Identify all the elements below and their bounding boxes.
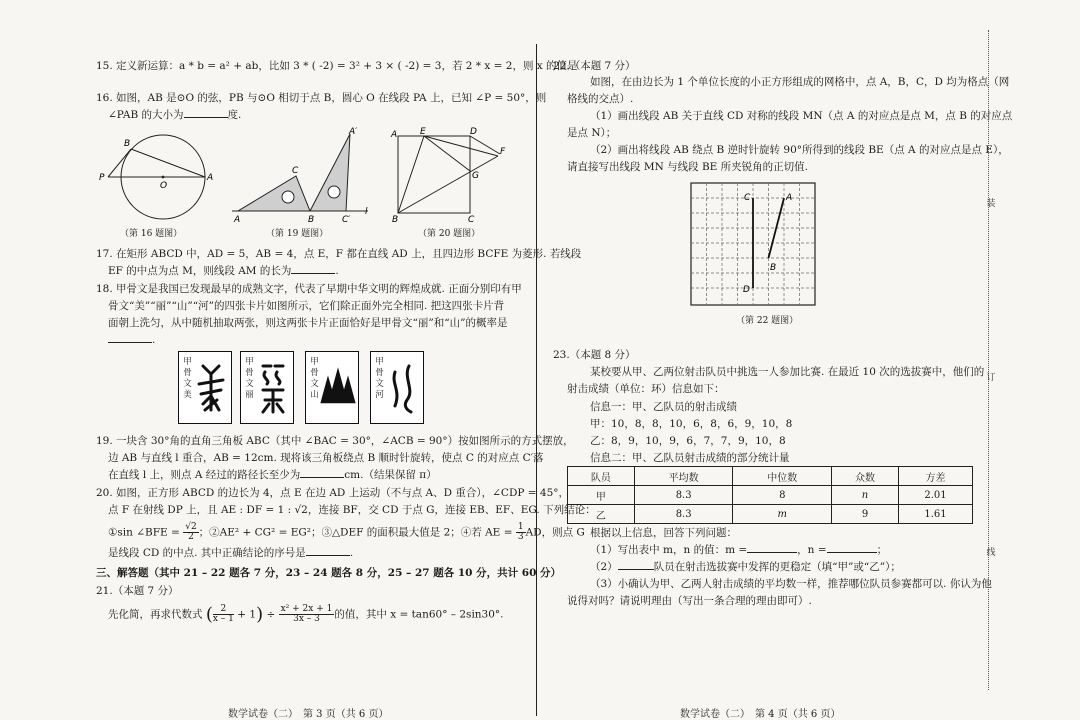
label-a: A <box>234 215 241 225</box>
square-abcd <box>398 136 470 213</box>
question-20-line4 <box>108 545 353 562</box>
question-22-line3: （1）画出线段 AB 关于直线 CD 对称的线段 MN（点 A 的对应点是点 M，点 B 的对应点 <box>590 110 1013 122</box>
table-row <box>568 486 973 505</box>
question-20-text: 是线段 CD 的中点. 其中正确结论的序号是 <box>108 547 306 559</box>
page-divider <box>536 44 537 716</box>
question-19-text: 在直线 l 上，则点 A 经过的路径长至少为 <box>108 469 301 481</box>
frac-num: √2 <box>185 522 197 532</box>
chord-ab <box>131 149 205 177</box>
label-l: l <box>365 207 368 217</box>
sub1-end: ； <box>876 544 888 556</box>
label-a: A <box>391 130 398 140</box>
header-cell: 方差 <box>898 467 972 486</box>
question-18-line3: 面朝上洗匀，从中随机抽取两张，则这两张卡片正面恰好是甲骨文“丽”和“山”的概率是 <box>108 317 508 329</box>
answer-blank-20[interactable] <box>306 545 350 556</box>
question-19-line3 <box>108 467 437 484</box>
segment-eg <box>424 136 470 171</box>
label-a: A <box>786 193 793 203</box>
conclusions-2-4: ；②AE² + CG² = EG²；③△DEF 的面积最大值是 2；④若 AE = <box>198 526 513 539</box>
label-g: G <box>472 171 479 181</box>
answer-blank-m[interactable] <box>747 542 797 553</box>
header-cell: 众数 <box>832 467 899 486</box>
sub1-text: （1）写出表中 m，n 的值：m = <box>590 544 748 556</box>
fraction-one-third <box>516 523 526 542</box>
table-row <box>568 505 973 524</box>
info-1: 信息一：甲、乙队员的射击成绩 <box>590 401 737 413</box>
sub-question-2 <box>590 559 901 576</box>
label-d: D <box>743 285 750 295</box>
question-18-line1: 18. 甲骨文是我国已发现最早的成熟文字，代表了早期中华文明的辉煌成就. 正面分别印有甲 <box>96 283 522 295</box>
q21-condition: 的值，其中 x = tan60° – 2sin30°. <box>334 608 504 621</box>
question-20-line3 <box>108 523 585 542</box>
answer-blank-18[interactable] <box>108 332 152 343</box>
caption-fig19: （第 19 题图） <box>266 229 329 239</box>
question-23-line1: 某校要从甲、乙两位射击队员中挑选一人参加比赛. 在最近 10 次的选拔赛中，他们的 <box>590 366 985 378</box>
answer-blank-n[interactable] <box>827 542 877 553</box>
sub2-prefix: （2） <box>590 561 618 573</box>
card-he <box>370 351 424 424</box>
table-cell: 2.01 <box>898 486 972 505</box>
question-17-end: . <box>335 265 339 277</box>
paren-open: ( <box>205 604 213 625</box>
figure-16 <box>96 128 226 228</box>
footer-page-3: 数学试卷（二） 第 3 页（共 6 页） <box>228 709 389 720</box>
question-22-head: 22.（本题 7 分） <box>553 60 636 72</box>
frac-num: x² + 2x + 1 <box>280 604 333 614</box>
footer-page-4: 数学试卷（二） 第 4 页（共 6 页） <box>680 709 841 720</box>
frac-num: 2 <box>213 605 234 615</box>
question-22-line4: 是点 N）； <box>567 127 617 139</box>
table-header-row <box>568 467 973 486</box>
card-label: 甲骨文河 <box>375 357 384 400</box>
question-22-line1: 如图，在由边长为 1 个单位长度的小正方形组成的网格中，点 A，B，C，D 均为格点（网 <box>590 76 1010 88</box>
sub1-n: ，n = <box>797 544 827 556</box>
triangle-abc <box>238 176 310 211</box>
frac-den: 3x – 3 <box>293 614 320 624</box>
info-2: 信息二：甲、乙队员射击成绩的部分统计量 <box>590 452 790 464</box>
question-18-line2: 骨文“美”“丽”“山”“河”的四张卡片如图所示，它们除正面外完全相同. 把这四张卡片背 <box>108 300 505 312</box>
question-17-line2 <box>108 263 339 280</box>
header-cell: 中位数 <box>733 467 832 486</box>
triangle-hole-2 <box>328 186 340 198</box>
question-16-line2 <box>108 107 241 124</box>
scores-yi: 乙：8，9，10，9，6，7，7，9，10，8 <box>590 435 786 447</box>
table-cell: 8.3 <box>634 486 733 505</box>
figure-22-grid <box>688 180 818 308</box>
sub-question-1 <box>590 542 887 559</box>
question-18-line4 <box>108 332 155 349</box>
caption-fig22: （第 22 题图） <box>736 316 799 326</box>
section-3-heading: 三、解答题（其中 21 – 22 题各 7 分，23 – 24 题各 8 分，25 – 27 题各 10 分，共计 60 分） <box>96 567 562 579</box>
binding-char-zhuang: 装 <box>986 199 996 209</box>
card-label: 甲骨文山 <box>310 357 319 400</box>
question-23-line2: 射击成绩（单位：环）信息如下： <box>567 383 725 395</box>
sub2-text: 队员在射击选拔赛中发挥的更稳定（填“甲”或“乙”）； <box>653 561 901 573</box>
card-label: 甲骨文美 <box>183 357 192 400</box>
binding-dotted-line <box>988 30 989 690</box>
conclusion-4-end: AD，则点 G <box>525 526 585 539</box>
caption-fig16: （第 16 题图） <box>120 229 183 239</box>
label-c: C <box>468 215 475 225</box>
label-d: D <box>470 127 477 137</box>
label-a-prime: A′ <box>349 127 358 137</box>
label-c: C <box>744 193 751 203</box>
question-22-line5: （2）画出将线段 AB 绕点 B 逆时针旋转 90°所得到的线段 BE（点 A 的对应点是点 E）， <box>590 144 1009 156</box>
table-cell: 8 <box>733 486 832 505</box>
oracle-glyph-he <box>387 360 419 416</box>
label-b: B <box>392 215 399 225</box>
label-b: B <box>770 263 777 273</box>
ray-dp <box>470 136 500 154</box>
question-21-head: 21.（本题 7 分） <box>96 585 179 597</box>
label-e: E <box>420 127 426 137</box>
q21-intro: 先化简，再求代数式 <box>108 608 203 621</box>
sub-question-3-line1: （3）小确认为甲、乙两人射击成绩的平均数一样，推荐哪位队员参赛都可以. 你认为他 <box>590 578 992 590</box>
question-18-end: . <box>152 334 156 346</box>
fraction-expression <box>279 605 335 624</box>
frac-num: 1 <box>517 522 524 532</box>
label-a: A <box>207 173 214 183</box>
question-19-line2: 边 AB 与直线 l 重合，AB = 12cm. 现将该三角板绕点 B 顺时针旋转，使点 C 的对应点 C′落 <box>108 452 544 464</box>
label-o: O <box>160 181 168 191</box>
question-20-line1: 20. 如图，正方形 ABCD 的边长为 4，点 E 在边 AD 上运动（不与点 A、D 重合），∠CDP = 45°， <box>96 487 570 499</box>
stats-table <box>567 466 973 524</box>
binding-char-ding: 订 <box>986 373 996 383</box>
answer-blank-17[interactable] <box>291 263 335 274</box>
header-cell: 平均数 <box>634 467 733 486</box>
oracle-glyph-mei <box>195 360 227 416</box>
card-mei <box>178 351 232 424</box>
table-cell: 乙 <box>568 505 635 524</box>
sub-question-3-line2: 说得对吗？请说明理由（写出一条合理的理由即可）. <box>567 595 812 607</box>
segment-pb <box>108 149 131 177</box>
triangle-rotated <box>310 134 350 211</box>
question-17-text: EF 的中点为点 M，则线段 AM 的长为 <box>108 265 292 277</box>
card-li <box>240 351 294 424</box>
center-dot <box>162 176 165 179</box>
answer-blank-19[interactable] <box>300 467 344 478</box>
frac-den: 3 <box>517 532 524 542</box>
q21-plus-one: + 1 <box>237 608 257 621</box>
answer-blank-player[interactable] <box>618 559 654 570</box>
question-17-line1: 17. 在矩形 ABCD 中，AD = 5，AB = 4，点 E，F 都在直线 AD 上，且四边形 BCFE 为菱形. 若线段 <box>96 248 582 260</box>
question-22-line6: 请直接写出线段 MN 与线段 BE 所夹锐角的正切值. <box>567 161 809 173</box>
card-label: 甲骨文丽 <box>245 357 254 400</box>
paren-close: ) <box>256 604 264 625</box>
frac-den: 2 <box>188 532 194 542</box>
fraction-sqrt2-over-2 <box>183 523 198 542</box>
instructions: 根据以上信息，回答下列问题： <box>590 527 737 539</box>
label-b: B <box>308 215 315 225</box>
scores-jia: 甲：10，8，8，10，6，8，6，9，10，8 <box>590 418 793 430</box>
card-shan <box>305 351 359 424</box>
label-f: F <box>500 147 506 157</box>
frac-den: x – 1 <box>212 614 234 624</box>
caption-fig20: （第 20 题图） <box>418 229 481 239</box>
answer-blank-16[interactable] <box>184 107 228 118</box>
question-20-line2: 点 F 在射线 DP 上，且 AE : DF = 1 : √2，连接 BF，交 CD 于点 G，连接 EB、EF、EG. 下列结论： <box>108 504 596 516</box>
question-23-head: 23.（本题 8 分） <box>553 349 636 361</box>
label-c-prime: C′ <box>342 215 351 225</box>
q21-divide: ÷ <box>266 608 276 621</box>
fraction-2-over-x-1 <box>213 605 234 624</box>
right-page <box>540 0 1080 720</box>
question-16-unit: 度. <box>227 109 242 121</box>
question-16-line1: 16. 如图，AB 是⊙O 的弦，PB 与⊙O 相切于点 B，圆心 O 在线段 PA 上，已知 ∠P = 50°，则 <box>96 92 547 104</box>
question-21-text <box>108 605 504 624</box>
segment-eb <box>398 136 424 213</box>
conclusion-1: ①sin ∠BFE = <box>108 526 180 539</box>
triangle-hole <box>282 191 294 203</box>
question-22-line2: 格线的交点）. <box>567 93 634 105</box>
binding-char-xian: 线 <box>986 548 996 558</box>
question-20-end: . <box>349 547 354 559</box>
table-cell: 甲 <box>568 486 635 505</box>
label-b: B <box>124 139 131 149</box>
table-cell: 9 <box>832 505 899 524</box>
label-p: P <box>99 173 105 183</box>
table-cell: m <box>733 505 832 524</box>
question-15: 15. 定义新运算：a * b = a² + ab，比如 3 * ( -2) = 3² + 3 × ( -2) = 3，若 2 * x = 2，则 x 的值是 <box>96 60 578 72</box>
figure-20 <box>390 126 510 226</box>
question-19-unit: cm.（结果保留 π） <box>344 469 437 481</box>
oracle-glyph-li <box>257 360 289 416</box>
table-cell: 8.3 <box>634 505 733 524</box>
header-cell: 队员 <box>568 467 635 486</box>
question-16-text: ∠PAB 的大小为 <box>108 109 184 121</box>
table-cell: 1.61 <box>898 505 972 524</box>
figure-19 <box>228 126 378 226</box>
question-19-line1: 19. 一块含 30°角的直角三角板 ABC（其中 ∠BAC = 30°，∠ACB = 90°）按如图所示的方式摆放， <box>96 435 574 447</box>
segment-bf <box>398 156 498 213</box>
oracle-glyph-shan <box>320 366 356 410</box>
label-c: C <box>292 166 299 176</box>
table-cell: n <box>832 486 899 505</box>
